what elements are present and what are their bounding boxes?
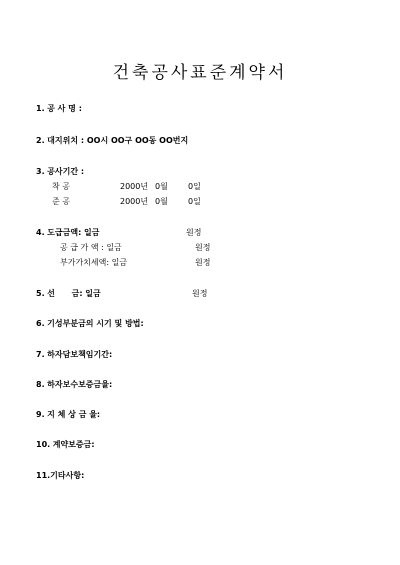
supply-amount-label: 공 급 가 액 : 일금	[60, 243, 122, 252]
item-project-name	[36, 104, 82, 114]
item-label: 대지위치 : OO시 OO구 OO동 OO번지	[47, 136, 189, 145]
end-year: 2000년	[120, 197, 149, 206]
item-label: 기성부분금의 시기 및 방법:	[47, 319, 144, 328]
item-warranty-period	[36, 350, 112, 360]
item-number: 5.	[36, 289, 45, 298]
advance-payment-unit: 원정	[192, 289, 208, 298]
item-number: 7.	[36, 350, 45, 359]
item-contract-deposit	[36, 440, 95, 450]
vat-amount-label: 부가가치세액: 일금	[60, 258, 128, 267]
start-label: 착 공	[52, 182, 70, 191]
contract-amount-unit: 원정	[186, 228, 202, 237]
end-month: 0월	[155, 197, 168, 206]
item-site-location	[36, 136, 188, 146]
document-title: 건축공사표준계약서	[112, 63, 288, 83]
item-advance-payment	[36, 289, 101, 299]
item-warranty-deposit-rate	[36, 380, 112, 390]
item-label: 선 금: 일금	[47, 289, 101, 298]
item-number: 10.	[36, 440, 51, 449]
start-day: 0일	[188, 182, 201, 191]
item-number: 8.	[36, 380, 45, 389]
item-label: 하자보수보증금율:	[47, 380, 113, 389]
item-number: 1.	[36, 104, 45, 113]
item-label: 공 사 명 :	[47, 104, 82, 113]
item-number: 3.	[36, 167, 45, 176]
item-other-matters	[36, 471, 84, 481]
item-number: 2.	[36, 136, 45, 145]
vat-amount-unit: 원정	[195, 258, 211, 267]
item-progress-payment	[36, 319, 144, 329]
end-day: 0일	[188, 197, 201, 206]
item-delay-penalty-rate	[36, 410, 100, 420]
item-label: 기타사항:	[50, 471, 85, 480]
item-number: 11.	[36, 471, 51, 480]
end-label: 준 공	[52, 197, 70, 206]
item-construction-period	[36, 167, 84, 177]
item-number: 9.	[36, 410, 45, 419]
item-label: 계약보증금:	[52, 440, 95, 449]
item-label: 하자담보책임기간:	[47, 350, 113, 359]
item-number: 4.	[36, 228, 45, 237]
item-contract-amount	[36, 228, 100, 238]
supply-amount-unit: 원정	[195, 243, 211, 252]
start-year: 2000년	[120, 182, 149, 191]
start-month: 0월	[155, 182, 168, 191]
item-label: 지 체 상 금 율:	[47, 410, 101, 419]
item-label: 도급금액: 일금	[47, 228, 100, 237]
item-label: 공사기간 :	[47, 167, 85, 176]
item-number: 6.	[36, 319, 45, 328]
